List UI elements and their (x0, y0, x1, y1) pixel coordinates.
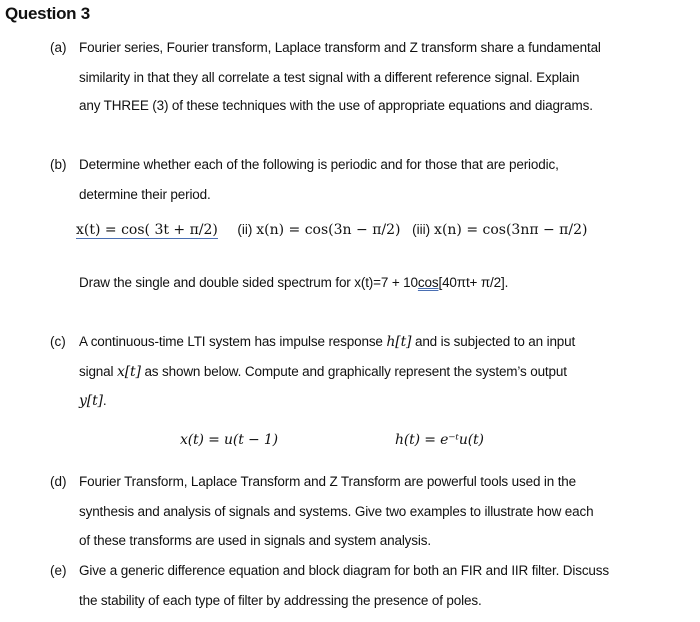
part-b-label: (b) (50, 157, 67, 172)
spectrum-prefix: Draw the single and double sided spectrum for x(t)=7 + 10 (79, 275, 418, 290)
input-signal-symbol: x[t] (116, 364, 141, 380)
part-a-line-1: Fourier series, Fourier transform, Laplace transform and Z transform share a fundamental (79, 40, 601, 55)
part-b-equations (76, 221, 587, 238)
equation-i: x(t) = cos( 3t + π/2) (76, 222, 218, 238)
part-c-line-2 (79, 364, 567, 380)
spectrum-instruction (79, 275, 508, 290)
input-equation: x(t) = u(t − 1) (180, 432, 278, 448)
part-d-line-1: Fourier Transform, Laplace Transform and Z Transform are powerful tools used in the (79, 474, 577, 489)
equation-ii-label: (ii) (237, 222, 253, 237)
spectrum-cos: cos (417, 275, 439, 290)
part-c-line-2-post: as shown below. Compute and graphically represent the system’s output (140, 364, 567, 379)
spectrum-suffix: [40πt+ π/2]. (438, 275, 509, 290)
part-c-line-1 (79, 334, 575, 350)
part-d-line-3: of these transforms are used in signals and system analysis. (79, 533, 431, 548)
part-c-label: (c) (50, 334, 66, 349)
part-b-line-1: Determine whether each of the following is periodic and for those that are periodic, (79, 157, 559, 172)
part-c-line-3 (79, 393, 106, 409)
impulse-response-symbol: h[t] (386, 334, 412, 350)
part-c-line-2-pre: signal (79, 364, 117, 379)
part-e-label: (e) (50, 563, 67, 578)
equation-ii: x(n) = cos(3n − π/2) (256, 222, 401, 238)
part-e-line-1: Give a generic difference equation and block diagram for both an FIR and IIR filter. Discuss (79, 563, 609, 578)
output-signal-symbol: y[t] (79, 393, 103, 409)
part-d-line-2: synthesis and analysis of signals and systems. Give two examples to illustrate how each (79, 504, 594, 519)
part-c-line-1-pre: A continuous-time LTI system has impulse response (79, 334, 387, 349)
part-a-line-3: any THREE (3) of these techniques with the use of appropriate equations and diagrams. (79, 98, 593, 113)
equation-iii-label: (iii) (412, 222, 431, 237)
part-e-line-2: the stability of each type of filter by addressing the presence of poles. (79, 593, 482, 608)
equation-iii: x(n) = cos(3nπ − π/2) (434, 222, 588, 238)
question-title: Question 3 (5, 4, 90, 23)
part-c-line-3-post: . (102, 393, 107, 408)
part-b-line-2: determine their period. (79, 187, 211, 202)
part-d-label: (d) (50, 474, 67, 489)
part-a-line-2: similarity in that they all correlate a test signal with a different reference signal. Explain (79, 70, 580, 85)
impulse-equation: h(t) = e⁻ᵗu(t) (395, 432, 484, 448)
part-c-line-1-post: and is subjected to an input (411, 334, 576, 349)
part-a-label: (a) (50, 40, 67, 55)
